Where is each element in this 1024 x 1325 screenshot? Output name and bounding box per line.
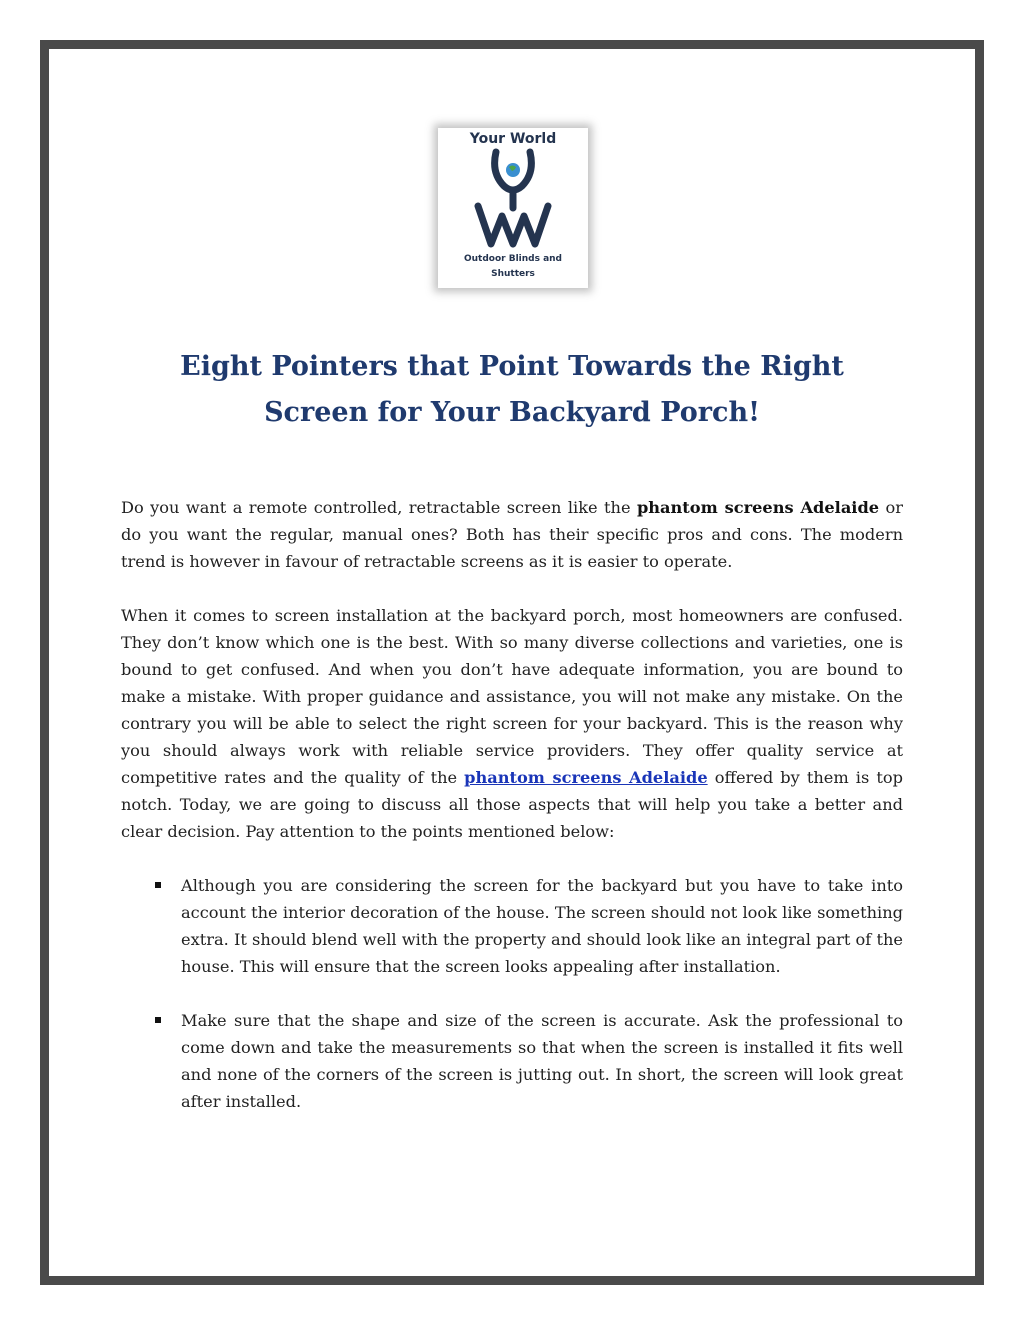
intro-bold-keyword: phantom screens Adelaide — [636, 498, 880, 517]
intro-text-start: Do you want a remote controlled, retractable screen like the — [121, 498, 637, 517]
square-bullet-icon — [155, 882, 161, 888]
page-title — [0, 344, 1024, 436]
logo-top-text: Your World — [469, 131, 557, 147]
body-text-end: offered by them is top notch. Today, we are going to discuss all those aspects that will help you take a better and clear decision. Pay attention to the points mentioned below: — [121, 768, 903, 841]
list-item-text: Make sure that the shape and size of the screen is accurate. Ask the professional to come down and take the measurements so that when the screen is installed it fits well and none of the corners of the screen is jutting out. In short, the screen will look great after installed. — [181, 1011, 903, 1111]
pointer-list — [121, 872, 903, 1115]
intro-paragraph — [121, 494, 903, 575]
title-line-2: Screen for Your Backyard Porch! — [264, 397, 760, 428]
logo-w-letter — [478, 206, 548, 244]
body-paragraph — [121, 602, 903, 845]
body-text-start: When it comes to screen installation at the backyard porch, most homeowners are confused. They don’t know which one is the best. With so many diverse collections and varieties, one is bound to get confused. And when you don’t have adequate information, you are bound to make a mistake. With proper guidance and assistance, you will not make any mistake. On the contrary you will be able to select the right screen for your backyard. This is the reason why you should always work with reliable service providers. They offer quality service at competitive rates and the quality of the — [121, 606, 903, 787]
article-body — [121, 494, 903, 1142]
square-bullet-icon — [155, 1017, 161, 1023]
logo-bottom-text-line2: Shutters — [491, 269, 535, 279]
intro-text-end: or do you want the regular, manual ones? Both has their specific pros and cons. The modern trend is however in favour of retractable screens as it is easier to operate. — [121, 498, 903, 571]
company-logo — [438, 128, 588, 288]
logo-graphic — [438, 128, 588, 288]
list-item — [121, 872, 903, 980]
title-line-1: Eight Pointers that Point Towards the Right — [180, 351, 844, 382]
phantom-screens-link[interactable]: phantom screens Adelaide — [464, 768, 708, 787]
list-item — [121, 1007, 903, 1115]
logo-bottom-text-line1: Outdoor Blinds and — [463, 254, 563, 264]
list-item-text: Although you are considering the screen for the backyard but you have to take into account the interior decoration of the house. The screen should not look like something extra. It should blend well with the property and should look like an integral part of the house. This will ensure that the screen looks appealing after installation. — [181, 876, 903, 976]
